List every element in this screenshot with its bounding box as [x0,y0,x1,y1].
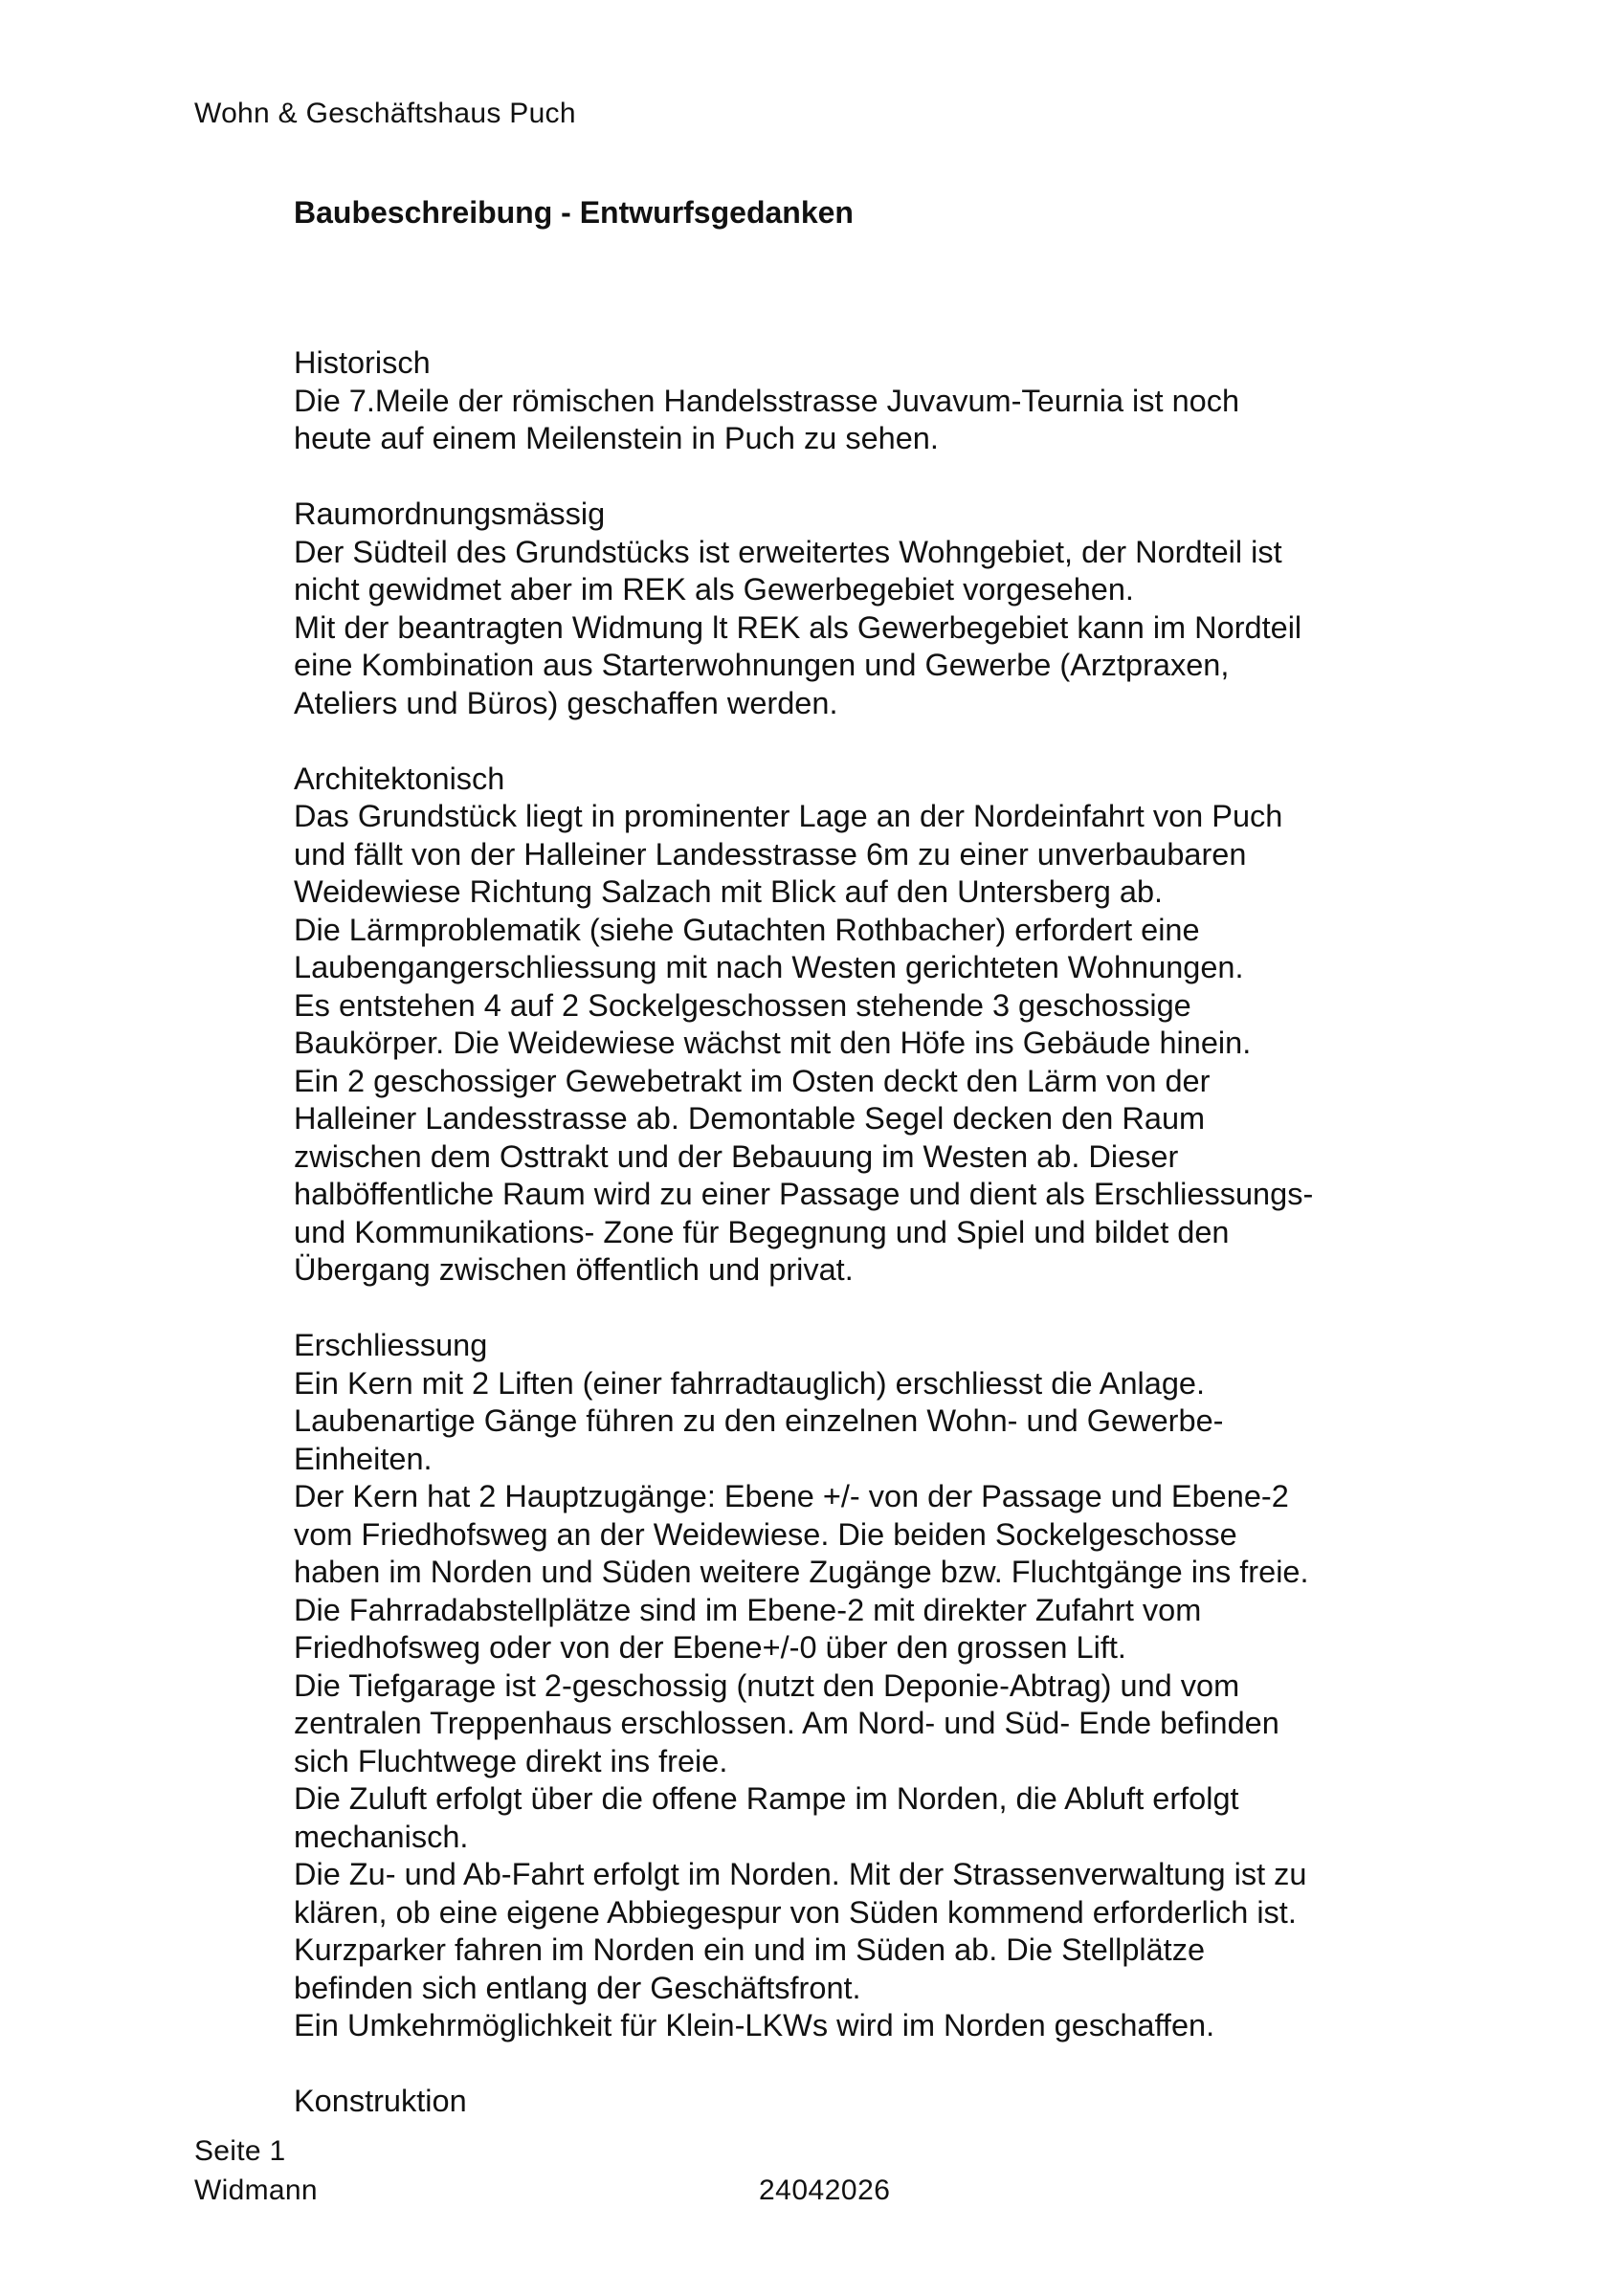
text-line: Ateliers und Büros) geschaffen werden. [294,685,838,720]
text-line: Laubengangerschliessung mit nach Westen gerichteten Wohnungen. [294,950,1244,984]
text-line: klären, ob eine eigene Abbiegespur von Süden kommend erforderlich ist. [294,1894,1297,1930]
text-line: Der Kern hat 2 Hauptzugänge: Ebene +/- von der Passage und Ebene-2 [294,1479,1289,1513]
text-line: Kurzparker fahren im Norden ein und im Süden ab. Die Stellplätze [294,1932,1206,1967]
text-line: Es entstehen 4 auf 2 Sockelgeschossen stehende 3 geschossige [294,987,1191,1023]
text-line: halböffentliche Raum wird zu einer Passage und dient als Erschliessungs- [294,1177,1314,1211]
section-heading: Erschliessung [294,1328,488,1362]
text-line: Einheiten. [294,1441,433,1476]
section-historisch [294,344,1394,458]
text-line: zwischen dem Osttrakt und der Bebauung im Westen ab. Dieser [294,1138,1179,1174]
section-konstruktion [294,2083,1394,2121]
running-header: Wohn & Geschäftshaus Puch [194,98,576,129]
section-heading: Architektonisch [294,761,505,796]
text-line: und fällt von der Halleiner Landesstrasse 6m zu einer unverbaubaren [294,836,1247,872]
text-line: befinden sich entlang der Geschäftsfront. [294,1970,861,2005]
text-line: Die Lärmproblematik (siehe Gutachten Rothbacher) erfordert eine [294,912,1200,947]
text-line: Friedhofsweg oder von der Ebene+/-0 über den grossen Lift. [294,1630,1126,1665]
text-line: heute auf einem Meilenstein in Puch zu sehen. [294,421,939,455]
text-line: Der Südteil des Grundstücks ist erweitertes Wohngebiet, der Nordteil ist [294,534,1282,569]
page-footer [194,2131,318,2210]
text-line: nicht gewidmet aber im REK als Gewerbegebiet vorgesehen. [294,572,1134,607]
text-line: sich Fluchtwege direkt ins freie. [294,1743,728,1778]
text-line: Baukörper. Die Weidewiese wächst mit den Höfe ins Gebäude hinein. [294,1026,1252,1060]
text-line: Die Tiefgarage ist 2-geschossig (nutzt den Deponie-Abtrag) und vom [294,1667,1240,1703]
text-line: Halleiner Landesstrasse ab. Demontable Segel decken den Raum [294,1101,1206,1136]
text-line: Ein Umkehrmöglichkeit für Klein-LKWs wird im Norden geschaffen. [294,2008,1215,2042]
text-line: Übergang zwischen öffentlich und privat. [294,1252,854,1287]
text-line: eine Kombination aus Starterwohnungen und Gewerbe (Arztpraxen, [294,648,1230,682]
section-heading: Konstruktion [294,2084,467,2118]
document-title: Baubeschreibung - Entwurfsgedanken [294,195,854,230]
text-line: haben im Norden und Süden weitere Zugänge bzw. Fluchtgänge ins freie. [294,1555,1309,1589]
section-heading: Raumordnungsmässig [294,497,606,531]
page-number: Seite 1 [194,2135,286,2167]
section-architektonisch [294,761,1394,1290]
text-line: Mit der beantragten Widmung lt REK als Gewerbegebiet kann im Nordteil [294,609,1302,645]
text-line: Weidewiese Richtung Salzach mit Blick auf den Untersberg ab. [294,874,1164,909]
text-line: Ein 2 geschossiger Gewebetrakt im Osten deckt den Lärm von der [294,1063,1211,1098]
text-line: Die 7.Meile der römischen Handelsstrasse Juvavum-Teurnia ist noch [294,383,1240,418]
text-line: zentralen Treppenhaus erschlossen. Am Nord- und Süd- Ende befinden [294,1706,1279,1740]
section-erschliessung [294,1327,1394,2045]
section-heading: Historisch [294,345,431,380]
text-line: Die Fahrradabstellplätze sind im Ebene-2 mit direkter Zufahrt vom [294,1592,1202,1627]
document-body [294,344,1394,2158]
text-line: Ein Kern mit 2 Liften (einer fahrradtauglich) erschliesst die Anlage. [294,1365,1206,1401]
footer-author: Widmann [194,2175,318,2206]
text-line: vom Friedhofsweg an der Weidewiese. Die beiden Sockelgeschosse [294,1516,1237,1552]
text-line: Das Grundstück liegt in prominenter Lage an der Nordeinfahrt von Puch [294,799,1283,833]
text-line: Die Zuluft erfolgt über die offene Rampe im Norden, die Abluft erfolgt [294,1781,1239,1816]
text-line: und Kommunikations- Zone für Begegnung und Spiel und bildet den [294,1214,1230,1249]
text-line: mechanisch. [294,1819,469,1854]
text-line: Die Zu- und Ab-Fahrt erfolgt im Norden. Mit der Strassenverwaltung ist zu [294,1857,1307,1891]
text-line: Laubenartige Gänge führen zu den einzelnen Wohn- und Gewerbe- [294,1403,1224,1438]
section-raumordnungsmaessig [294,496,1394,722]
footer-date: 24042026 [759,2175,891,2206]
